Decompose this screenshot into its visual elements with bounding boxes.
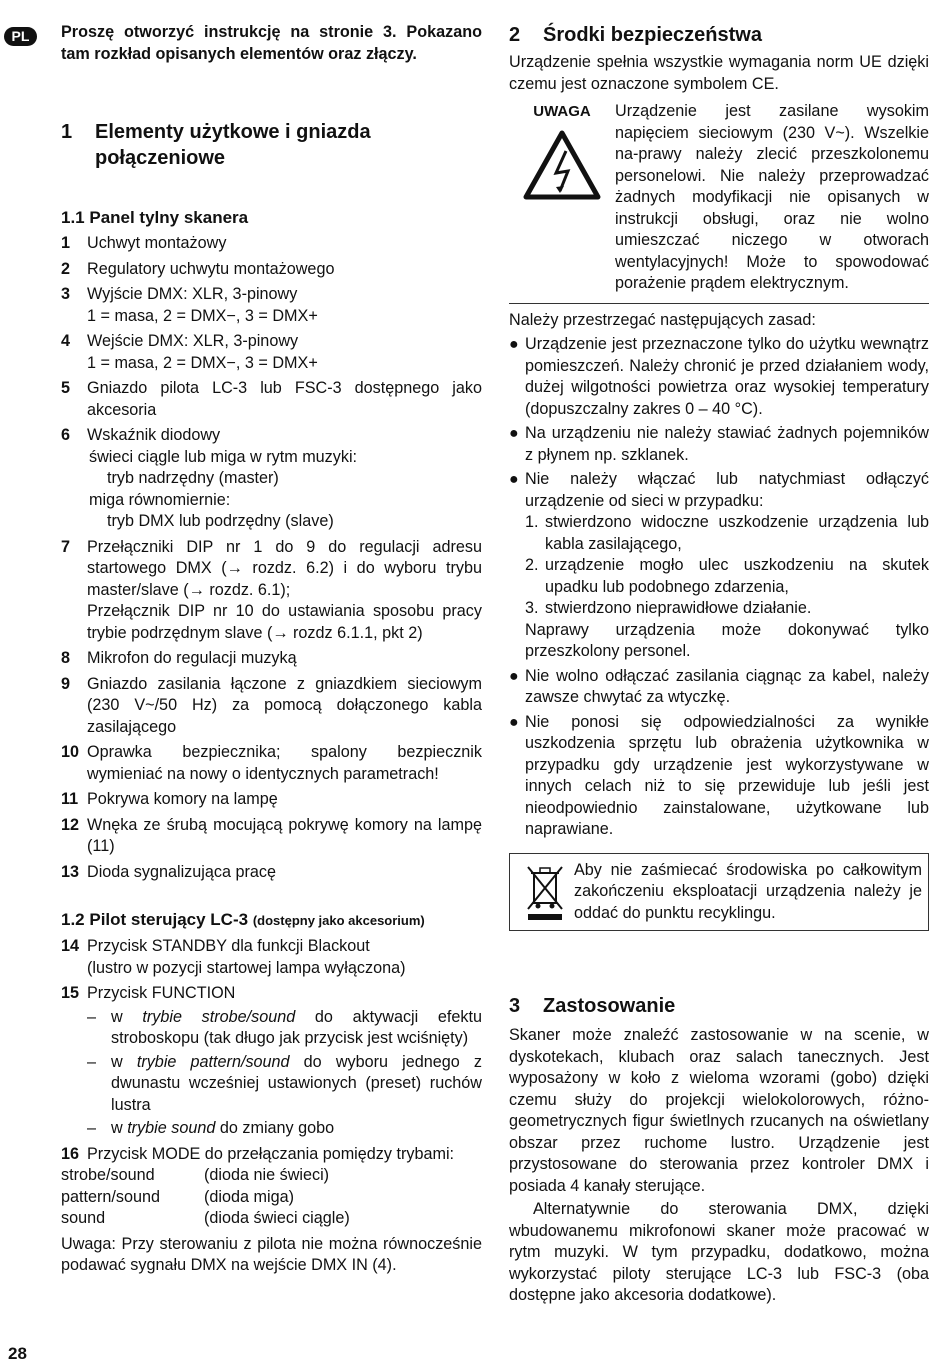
mode-led-state: (dioda miga) [204, 1187, 294, 1206]
item-number: 6 [61, 426, 71, 444]
list-item [61, 815, 482, 858]
item-number: 7 [61, 537, 71, 556]
remote-note: Uwaga: Przy sterowaniu z pilota nie można równocześnie podawać sygnału DMX na wejście DMX IN (4). [61, 1234, 482, 1274]
list-item [61, 789, 482, 811]
item-text: Wskaźnik diodowy [87, 426, 221, 444]
item-text-wrap [87, 789, 482, 811]
item-text: Mikrofon do regulacji muzyką [87, 649, 297, 667]
section-number: 1 [61, 121, 73, 143]
dash-text-wrap [111, 1007, 482, 1050]
dash-text: w [111, 1007, 143, 1026]
item-number: 16 [61, 1144, 80, 1163]
item-number: 4 [61, 332, 71, 350]
dash-item [87, 1118, 482, 1140]
section-1-heading [61, 119, 482, 171]
subsection-1-1-heading: 1.1 Panel tylny skanera [61, 208, 249, 227]
dash-icon: – [87, 1007, 97, 1026]
subsection-1-2-heading [61, 909, 482, 932]
list-item [61, 284, 482, 327]
list-item [61, 936, 482, 979]
warning-block [509, 101, 929, 295]
section-3-heading [509, 993, 929, 1019]
list-item [61, 648, 482, 670]
mode-name: trybie strobe/sound [142, 1007, 296, 1026]
list-item [61, 742, 482, 785]
item-text-continued: Przełącznik DIP nr 10 do ustawiania sposobu pracy trybie podrzędnym slave (→ rozdz 6.1.1, pkt 2) [87, 602, 482, 642]
item-text-wrap [87, 862, 482, 884]
item-text-wrap [87, 378, 482, 421]
bullet-text: Nie należy włączać lub natychmiast odłączyć urządzenie od sieci w przypadku: [525, 470, 929, 510]
high-voltage-icon [522, 129, 602, 201]
dash-text-rest: do wyboru jednego z dwunastu wcześniej ustawionych (preset) ruchów lustra [111, 1052, 482, 1114]
bullet-text: Nie ponosi się odpowiedzialności za wynikłe uszkodzenia sprzętu lub obrażenia użytkownika w przypadku gdy urządzenie jest wykorzystywane w innych celach niż to się przewiduje lub jeśli jest nieodpowiednio zainstalowane, użytkowane lub naprawiane. [525, 712, 929, 838]
mode-name: strobe/sound [61, 1166, 155, 1184]
mode-name: trybie sound [127, 1119, 216, 1137]
mode-led-state: (dioda świeci ciągle) [204, 1209, 350, 1227]
bullet-item [509, 334, 929, 420]
numbered-item-number: 3. [525, 599, 539, 617]
list-item [61, 862, 482, 884]
warning-icon-wrap [509, 101, 615, 295]
item-text: Uchwyt montażowy [87, 234, 227, 252]
numbered-item [525, 512, 929, 555]
numbered-item [525, 555, 929, 598]
item-text: Gniazdo zasilania łączone z gniazdkiem sieciowym (230 V~/50 Hz) za pomocą dołączonego kabla zasilającego [87, 674, 482, 736]
item-number: 15 [61, 984, 80, 1002]
item-text-continued: 1 = masa, 2 = DMX−, 3 = DMX+ [87, 306, 318, 325]
mode-table [61, 1165, 482, 1230]
recycling-box [509, 853, 929, 932]
item-number: 9 [61, 674, 71, 693]
dash-item [87, 1007, 482, 1050]
dash-icon: – [87, 1052, 97, 1071]
rules-intro: Należy przestrzegać następujących zasad: [509, 310, 816, 329]
mode-name: sound [61, 1209, 106, 1227]
led-state-text: tryb nadrzędny (master) [107, 469, 279, 487]
item-text-wrap [87, 537, 482, 645]
bullet-text-wrap [525, 469, 929, 663]
item-text: Regulatory uchwytu montażowego [87, 259, 335, 278]
item-text: Dioda sygnalizująca pracę [87, 862, 276, 881]
dash-text-rest: do zmiany gobo [215, 1119, 335, 1137]
intro-text: Proszę otworzyć instrukcję na stronie 3. Pokazano tam rozkład opisanych elementów oraz złączy. [61, 23, 482, 63]
item-text: Przełączniki DIP nr 1 do 9 do regulacji adresu startowego DMX (→ rozdz. 6.2) i do wyboru trybu master/slave (→ rozdz. 6.1); [87, 537, 482, 599]
language-badge: PL [4, 27, 37, 46]
recycling-text: Aby nie zaśmiecać środowiska po całkowitym zakończeniu eksploatacji urządzenia należy je oddać do punktu recyklingu. [574, 860, 922, 922]
item-number: 14 [61, 937, 80, 955]
section-2-heading [509, 22, 929, 48]
numbered-item-number: 2. [525, 556, 539, 574]
application-paragraph-2: Alternatywnie do sterowania DMX, dzięki wbudowanemu mikrofonowi skaner może pracować w rytm muzyki. W tym przypadku, dodatkowo, można wykorzystać piloty sterujące LC-3 lub FSC-3 (oba dostępne jako akcesoria dodatkowe). [509, 1200, 929, 1304]
section-number: 3 [509, 995, 521, 1017]
item-text: Wejście DMX: XLR, 3-pinowy [87, 332, 299, 350]
led-state-text: miga równomiernie: [89, 490, 231, 509]
item-number: 12 [61, 815, 80, 834]
item-text-wrap [87, 742, 482, 785]
dash-text-rest: do aktywacji efektu stroboskopu (tak długo jak przycisk jest wciśnięty) [111, 1007, 482, 1047]
item-number: 11 [61, 790, 79, 808]
item-text-wrap [87, 648, 482, 670]
item-text-continued: (lustro w pozycji startowej lampa wyłączona) [87, 958, 406, 977]
led-state-text: świeci ciągle lub miga w rytm muzyki: [89, 447, 358, 466]
item-text-wrap [87, 331, 482, 374]
list-item [61, 1144, 482, 1166]
bullet-text: Urządzenie jest przeznaczone tylko do użytku wewnątrz pomieszczeń. Należy chronić je przed działaniem wody, dużej wilgotności powietrza oraz wysokiej temperatury (dopuszczalny zakres 0 – 40 °C). [525, 335, 929, 418]
section-title: Środki bezpieczeństwa [543, 24, 762, 46]
item-text-wrap [87, 284, 482, 327]
mode-name: trybie pattern/sound [136, 1052, 290, 1071]
subsection-note: (dostępny jako akcesorium) [252, 913, 425, 928]
list-item [61, 983, 482, 1140]
item-number: 5 [61, 379, 71, 397]
numbered-item-text: urządzenie mogło ulec uszkodzeniu na skutek upadku lub podobnego zdarzenia, [545, 556, 929, 596]
item-number: 13 [61, 862, 80, 881]
dash-item [87, 1052, 482, 1117]
bullet-item [509, 712, 929, 841]
item-text-wrap [87, 674, 482, 739]
crossed-bin-icon-wrap [516, 860, 574, 925]
divider [509, 303, 929, 304]
item-text-wrap [87, 815, 482, 858]
item-number: 1 [61, 234, 71, 252]
bullet-icon: ● [509, 471, 519, 488]
numbered-item-number: 1. [525, 513, 539, 531]
bullet-item [509, 423, 929, 466]
item-text-wrap [87, 259, 482, 281]
item-number: 2 [61, 259, 71, 278]
item-number: 3 [61, 285, 71, 303]
bullet-text: Na urządzeniu nie należy stawiać żadnych pojemników z płynem np. szklanek. [525, 424, 929, 464]
mode-name: pattern/sound [61, 1187, 160, 1206]
crossed-bin-icon [525, 863, 565, 921]
item-text: Przycisk FUNCTION [87, 984, 236, 1002]
list-item [61, 259, 482, 281]
list-item [61, 537, 482, 645]
compliance-text: Urządzenie spełnia wszystkie wymagania norm UE dzięki czemu jest oznaczone symbolem CE. [509, 53, 929, 93]
disconnect-conditions-list [525, 512, 929, 620]
bullet-icon: ● [509, 667, 519, 685]
list-item [61, 233, 482, 255]
list-item [61, 674, 482, 739]
subsection-title: 1.2 Pilot sterujący LC-3 [61, 910, 249, 929]
item-text-wrap [87, 233, 482, 255]
bullet-text: Nie wolno odłączać zasilania ciągnąc za kabel, należy zawsze chwytać za wtyczkę. [525, 666, 929, 706]
item-number: 8 [61, 649, 71, 667]
numbered-item [525, 598, 929, 620]
dash-icon: – [87, 1119, 97, 1137]
item-text: Przycisk STANDBY dla funkcji Blackout [87, 937, 370, 955]
numbered-item-text: stwierdzono nieprawidłowe działanie. [545, 599, 812, 617]
item-text-wrap [87, 936, 482, 979]
rear-panel-list [61, 233, 482, 883]
bullet-icon: ● [509, 336, 519, 353]
page-number: 28 [8, 1344, 27, 1363]
right-column [509, 22, 929, 1307]
section-title: Zastosowanie [543, 995, 676, 1017]
item-text: Gniazdo pilota LC-3 lub FSC-3 dostępnego jako akcesoria [87, 379, 482, 419]
list-item [61, 378, 482, 421]
dash-text-wrap [111, 1118, 482, 1140]
warning-label: UWAGA [533, 103, 591, 120]
item-text-wrap [87, 983, 482, 1140]
warning-text: Urządzenie jest zasilane wysokim napięciem sieciowym (230 V~). Wszelkie na-prawy należy zlecić przeszkolonemu personelowi. Nie należy przeprowadzać żadnych modyfikacji nie opisanych w instrukcji obsługi, oraz nie wolno umieszczać niczego w otworach wentylacyjnych! Może to spowodować porażenie prądem elektrycznym. [615, 102, 929, 292]
item-text: Pokrywa komory na lampę [87, 790, 278, 808]
list-item [61, 425, 482, 533]
bullet-icon: ● [509, 425, 519, 442]
function-mode-list [87, 1007, 482, 1140]
item-text: Oprawka bezpiecznika; spalony bezpiecznik wymieniać na nowy o identycznych parametrach! [87, 743, 482, 783]
bullet-item [509, 666, 929, 709]
item-text-continued: 1 = masa, 2 = DMX−, 3 = DMX+ [87, 353, 318, 372]
item-text: Przycisk MODE do przełączania pomiędzy trybami: [87, 1144, 455, 1163]
left-column [61, 22, 482, 1277]
bullet-item [509, 469, 929, 663]
section-number: 2 [509, 24, 521, 46]
bullet-text-after: Naprawy urządzenia może dokonywać tylko przeszkolony personel. [525, 620, 929, 660]
item-text-wrap [87, 425, 482, 533]
numbered-item-text: stwierdzono widoczne uszkodzenie urządzenia lub kabla zasilającego, [545, 513, 929, 553]
dash-text: w [111, 1052, 137, 1071]
mode-led-state: (dioda nie świeci) [204, 1166, 330, 1184]
item-text: Wyjście DMX: XLR, 3-pinowy [87, 285, 298, 303]
bullet-icon: ● [509, 713, 519, 731]
item-text: Wnęka ze śrubą mocującą pokrywę komory na lampę (11) [87, 815, 482, 855]
list-item [61, 331, 482, 374]
section-title: Elementy użytkowe i gniazda połączeniowe [95, 121, 371, 169]
dash-text: w [111, 1119, 128, 1137]
item-number: 10 [61, 743, 80, 761]
application-paragraph: Skaner może znaleźć zastosowanie w na scenie, w dyskotekach, klubach oraz salach tanecznych. Jest wyposażony w koło z wieloma wzorami (gobo) dzięki czemu służy do projekcji wielokolorowych, różno-geometrycznych figur świetlnych rzucanych na oświetlany obszar przez ruchome lustro. Urządzenie jest przystosowane do sterowania przez kontroler DMX i posiada 4 kanały sterujące. [509, 1026, 929, 1195]
dash-text-wrap [111, 1052, 482, 1117]
led-state-text: tryb DMX lub podrzędny (slave) [107, 512, 334, 530]
